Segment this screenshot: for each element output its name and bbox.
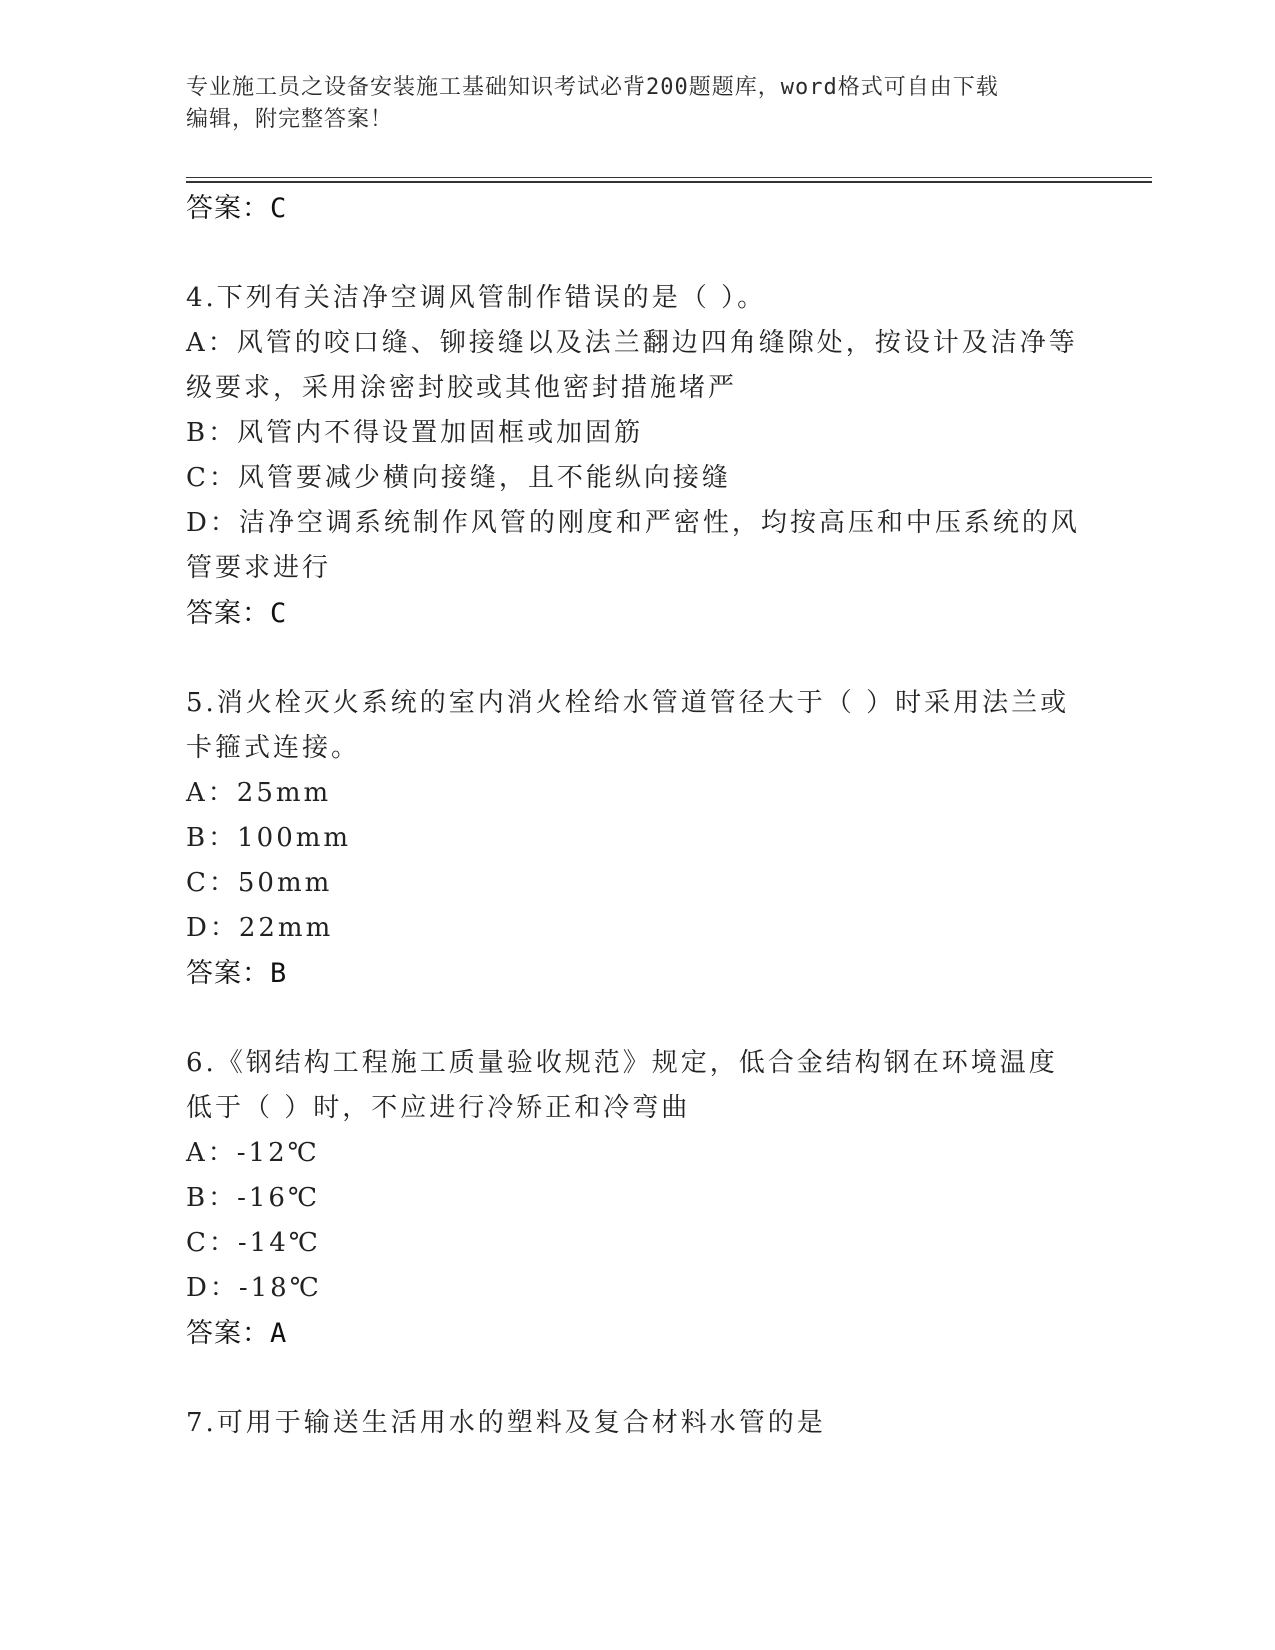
header-rule-thick bbox=[186, 181, 1152, 183]
question-6 bbox=[186, 1041, 1086, 1356]
question-stem: 4.下列有关洁净空调风管制作错误的是（ ）。 bbox=[186, 283, 767, 313]
header-line-1: 专业施工员之设备安装施工基础知识考试必背200题题库，word格式可自由下载 bbox=[186, 75, 999, 100]
spacer bbox=[186, 231, 1086, 276]
question-4 bbox=[186, 276, 1086, 636]
previous-answer: 答案：C bbox=[186, 193, 288, 224]
option-d: D：-18℃ bbox=[186, 1273, 322, 1303]
question-stem-line-2: 卡箍式连接。 bbox=[186, 733, 361, 763]
answer: 答案：C bbox=[186, 598, 288, 629]
option-a-line-1: A：风管的咬口缝、铆接缝以及法兰翻边四角缝隙处，按设计及洁净等 bbox=[186, 328, 1078, 358]
option-c: C：50mm bbox=[186, 868, 333, 898]
answer: 答案：A bbox=[186, 1318, 288, 1349]
document-header bbox=[186, 72, 1086, 136]
option-a: A：-12℃ bbox=[186, 1138, 320, 1168]
option-a: A：25mm bbox=[186, 778, 332, 808]
question-5 bbox=[186, 681, 1086, 996]
question-stem-line-2: 低于（ ）时，不应进行冷矫正和冷弯曲 bbox=[186, 1093, 691, 1123]
document-body bbox=[186, 186, 1086, 1446]
question-stem-line-1: 6.《钢结构工程施工质量验收规范》规定，低合金结构钢在环境温度 bbox=[186, 1048, 1058, 1078]
question-stem-line-1: 5.消火栓灭火系统的室内消火栓给水管道管径大于（ ）时采用法兰或 bbox=[186, 688, 1070, 718]
spacer bbox=[186, 636, 1086, 681]
option-c: C：-14℃ bbox=[186, 1228, 321, 1258]
option-b: B：-16℃ bbox=[186, 1183, 321, 1213]
header-rule-thin bbox=[186, 177, 1152, 178]
option-d-line-2: 管要求进行 bbox=[186, 553, 332, 583]
spacer bbox=[186, 1356, 1086, 1401]
question-stem: 7.可用于输送生活用水的塑料及复合材料水管的是 bbox=[186, 1408, 826, 1438]
option-d: D：22mm bbox=[186, 913, 334, 943]
option-a-line-2: 级要求，采用涂密封胶或其他密封措施堵严 bbox=[186, 373, 738, 403]
header-line-2: 编辑，附完整答案！ bbox=[186, 107, 394, 132]
answer: 答案：B bbox=[186, 958, 288, 989]
option-c: C：风管要减少横向接缝，且不能纵向接缝 bbox=[186, 463, 731, 493]
option-b: B：风管内不得设置加固框或加固筋 bbox=[186, 418, 644, 448]
option-b: B：100mm bbox=[186, 823, 352, 853]
spacer bbox=[186, 996, 1086, 1041]
question-7 bbox=[186, 1401, 1086, 1446]
option-d-line-1: D：洁净空调系统制作风管的刚度和严密性，均按高压和中压系统的风 bbox=[186, 508, 1080, 538]
